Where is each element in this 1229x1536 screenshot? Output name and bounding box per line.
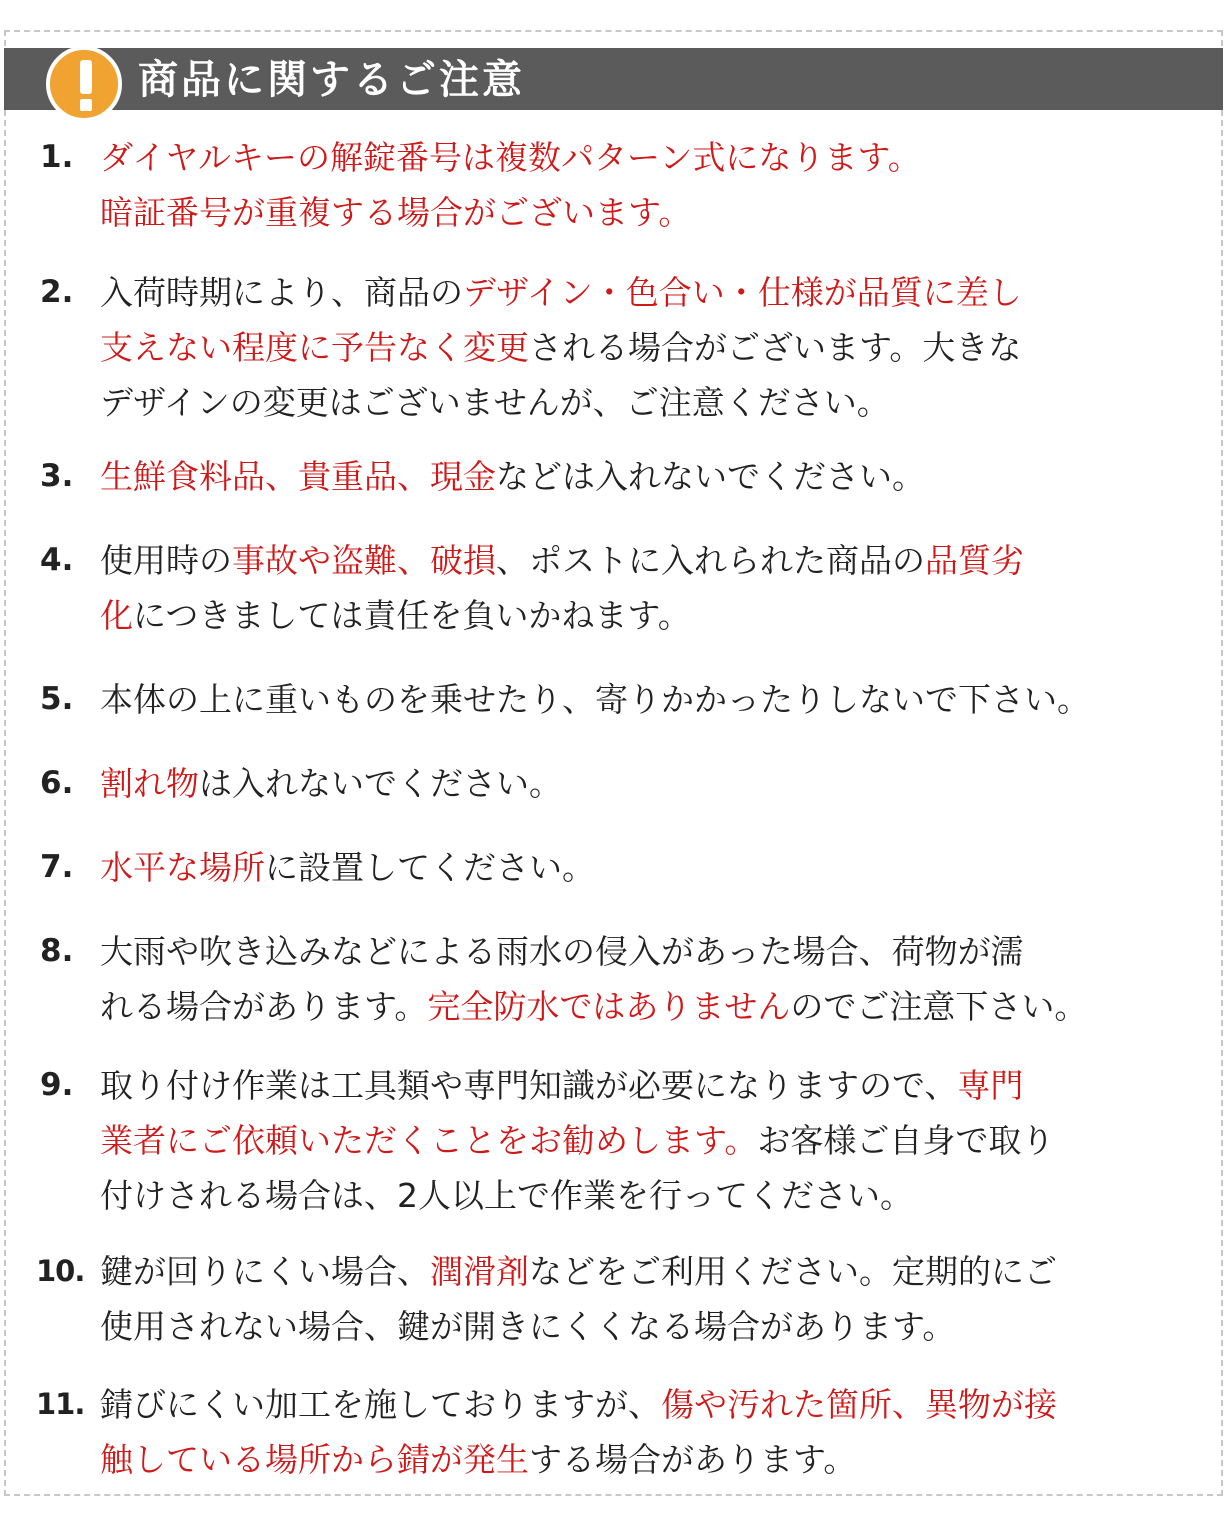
exclamation-dot <box>80 99 92 111</box>
list-item <box>36 533 1216 643</box>
list-item <box>36 672 1216 727</box>
body-text: デザインの変更はございませんが、ご注意ください。 <box>100 383 890 422</box>
highlighted-text: 水平な場所 <box>100 848 265 887</box>
highlighted-text: 化 <box>100 596 133 635</box>
list-item <box>36 265 1216 430</box>
list-item <box>36 130 1216 240</box>
highlighted-text: 支えない程度に予告なく変更 <box>100 328 529 367</box>
highlighted-text: 生鮮食料品、貴重品、現金 <box>100 457 496 496</box>
list-item-line <box>100 265 1216 320</box>
body-text: 、ポストに入れられた商品の <box>496 541 925 580</box>
list-item-line <box>100 924 1216 979</box>
list-item-line <box>100 533 1216 588</box>
list-item-number: 10. <box>36 1254 85 1288</box>
list-item <box>36 449 1216 504</box>
body-text: などは入れないでください。 <box>496 457 925 496</box>
body-text: につきましては責任を負いかねます。 <box>133 596 691 635</box>
body-text: される場合がございます。大きな <box>529 328 1022 367</box>
list-item-line <box>100 1058 1216 1113</box>
body-text: 取り付け作業は工具類や専門知識が必要になりますので、 <box>100 1066 958 1105</box>
list-item <box>36 756 1216 811</box>
highlighted-text: ダイヤルキーの解錠番号は複数パターン式になります。 <box>100 138 921 177</box>
list-item-number: 2. <box>40 274 74 310</box>
body-text: 入荷時期により、商品の <box>100 273 463 312</box>
list-item-number: 8. <box>40 933 74 969</box>
list-item-number: 1. <box>40 139 74 175</box>
body-text: 使用されない場合、鍵が開きにくくなる場合があります。 <box>100 1307 956 1346</box>
list-item-line <box>100 320 1216 375</box>
body-text: 本体の上に重いものを乗せたり、寄りかかったりしないで下さい。 <box>100 680 1090 719</box>
body-text: する場合があります。 <box>529 1440 857 1479</box>
highlighted-text: 専門 <box>957 1066 1024 1105</box>
body-text: は入れないでください。 <box>199 764 562 803</box>
list-item <box>36 1377 1216 1487</box>
list-item-number: 3. <box>40 458 74 494</box>
body-text: に設置してください。 <box>265 848 595 887</box>
list-item <box>36 840 1216 895</box>
list-item-line <box>100 449 1216 504</box>
highlighted-text: 完全防水ではありません <box>427 987 791 1026</box>
list-item <box>36 1058 1216 1223</box>
list-item <box>36 924 1216 1034</box>
list-item-line <box>100 185 1216 240</box>
highlighted-text: デザイン・色合い・仕様が品質に差し <box>463 273 1022 312</box>
body-text: 錆びにくい加工を施しておりますが、 <box>100 1385 661 1424</box>
notes-list <box>36 128 1216 1487</box>
body-text: のでご注意下さい。 <box>790 987 1088 1026</box>
list-item-line <box>100 840 1216 895</box>
list-item-line <box>100 1168 1216 1223</box>
highlighted-text: 割れ物 <box>100 764 199 803</box>
list-item-line <box>100 672 1216 727</box>
list-item-number: 11. <box>36 1387 85 1421</box>
highlighted-text: 事故や盗難、破損 <box>232 541 496 580</box>
list-item-line <box>100 375 1216 430</box>
list-item-line <box>100 588 1216 643</box>
list-item <box>36 1244 1216 1354</box>
list-item-number: 7. <box>40 849 74 885</box>
list-item-line <box>100 130 1216 185</box>
body-text: 鍵が回りにくい場合、 <box>100 1252 430 1291</box>
highlighted-text: 傷や汚れた箇所、異物が接 <box>661 1385 1057 1424</box>
list-item-number: 6. <box>40 765 74 801</box>
exclamation-bar <box>80 60 92 94</box>
highlighted-text: 触している場所から錆が発生 <box>100 1440 529 1479</box>
list-item-line <box>100 1299 1216 1354</box>
list-item-number: 9. <box>40 1067 74 1103</box>
list-item-line <box>100 756 1216 811</box>
highlighted-text: 潤滑剤 <box>430 1252 529 1291</box>
body-text: 使用時の <box>100 541 232 580</box>
exclamation-circle-icon <box>46 46 122 122</box>
list-item-number: 4. <box>40 542 74 578</box>
list-item-line <box>100 1244 1216 1299</box>
list-item-line <box>100 979 1216 1034</box>
page-title: 商品に関するご注意 <box>138 57 525 103</box>
highlighted-text: 品質劣 <box>925 541 1024 580</box>
body-text: れる場合があります。 <box>100 987 428 1026</box>
list-item-number: 5. <box>40 681 74 717</box>
body-text: などをご利用ください。定期的にご <box>529 1252 1057 1291</box>
body-text: 大雨や吹き込みなどによる雨水の侵入があった場合、荷物が濡 <box>100 932 1024 971</box>
highlighted-text: 暗証番号が重複する場合がございます。 <box>100 193 692 232</box>
list-item-line <box>100 1113 1216 1168</box>
body-text: 付けされる場合は、2人以上で作業を行ってください。 <box>100 1176 913 1215</box>
list-item-line <box>100 1432 1216 1487</box>
body-text: お客様ご自身で取り <box>757 1121 1055 1160</box>
highlighted-text: 業者にご依頼いただくことをお勧めします。 <box>100 1121 758 1160</box>
list-item-line <box>100 1377 1216 1432</box>
